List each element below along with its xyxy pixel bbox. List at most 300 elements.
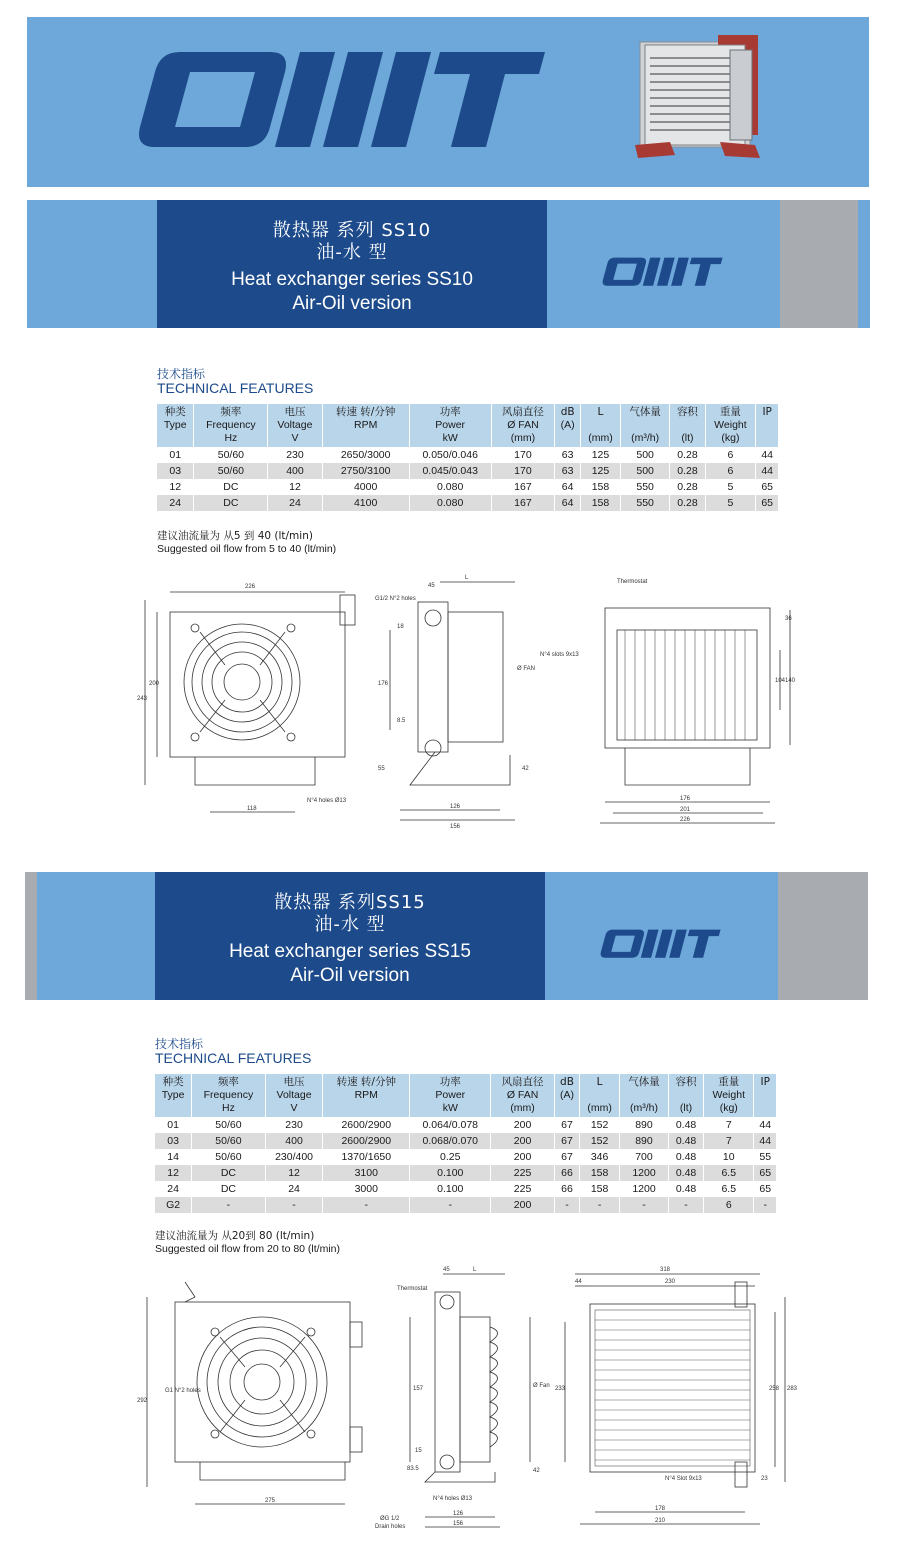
table-cell: 125 [580, 447, 620, 463]
column-header [491, 1074, 554, 1117]
column-header [619, 1074, 668, 1117]
table-cell: 152 [580, 1133, 620, 1149]
table-cell: 0.48 [669, 1133, 704, 1149]
header-cn: IP [760, 1076, 770, 1088]
table-cell: 200 [491, 1133, 554, 1149]
table-cell: - [192, 1197, 265, 1213]
table-cell: 7 [704, 1117, 754, 1133]
column-header [754, 1074, 777, 1117]
table-row [157, 479, 779, 495]
dim-label: 157 [413, 1386, 424, 1392]
header-unit: (kg) [721, 432, 740, 444]
table-cell: 63 [555, 463, 581, 479]
table-cell: 152 [580, 1117, 620, 1133]
table-cell: 200 [491, 1117, 554, 1133]
title-en: Heat exchanger series SS10 [231, 269, 473, 290]
table-cell: 0.48 [669, 1149, 704, 1165]
header-cn: L [596, 1076, 603, 1088]
table-cell: 64 [555, 479, 581, 495]
table-cell: 12 [157, 479, 194, 495]
dim-label: 292 [137, 1398, 148, 1404]
table-header-row [155, 1074, 777, 1117]
dim-label: N°4 Slot 9x13 [665, 1476, 702, 1482]
dim-label: 8.5 [397, 718, 406, 724]
header-unit: V [291, 432, 299, 444]
spec-table-ss15 [155, 1074, 777, 1213]
table-cell: - [580, 1197, 620, 1213]
header-unit: Hz [224, 432, 238, 444]
table-cell: 0.28 [670, 463, 705, 479]
spec-table-ss10 [157, 404, 779, 511]
table-cell: 50/60 [192, 1117, 265, 1133]
dim-label: L [465, 575, 469, 581]
header-unit: (lt) [679, 1102, 693, 1114]
column-header [580, 404, 620, 447]
table-cell: 63 [555, 447, 581, 463]
table-cell: 50/60 [194, 463, 268, 479]
table-cell: 2600/2900 [323, 1133, 410, 1149]
table-row [155, 1117, 777, 1133]
title-en: Heat exchanger series SS15 [229, 941, 471, 962]
dim-label: 178 [655, 1506, 666, 1512]
header-cn: 转速 转/分钟 [336, 1076, 396, 1088]
table-cell: 65 [754, 1181, 777, 1197]
dim-label: 55 [378, 766, 385, 772]
table-cell: 400 [265, 1133, 323, 1149]
table-cell: 24 [155, 1181, 192, 1197]
flow-en: Suggested oil flow from 20 to 80 (lt/min) [155, 1243, 341, 1255]
dim-label: 176 [378, 681, 389, 687]
table-cell: 10 [704, 1149, 754, 1165]
table-cell: 0.28 [670, 479, 705, 495]
features-cn: 技术指标 [157, 367, 206, 381]
header-en: Weight [712, 1089, 745, 1101]
header-en: (A) [560, 419, 575, 431]
table-cell: 01 [155, 1117, 192, 1133]
dim-label: 45 [428, 583, 435, 589]
dim-label: 126 [450, 804, 461, 810]
header-unit: (m³/h) [631, 432, 660, 444]
table-cell: 400 [268, 463, 322, 479]
table-cell: 890 [619, 1117, 668, 1133]
header-cn: 重量 [718, 1076, 740, 1088]
dim-label: 126 [453, 1511, 464, 1517]
header-en: Voltage [276, 1089, 312, 1101]
table-cell: 24 [265, 1181, 323, 1197]
table-cell: 6.5 [704, 1165, 754, 1181]
dim-label: 118 [247, 806, 257, 812]
table-cell: 0.25 [410, 1149, 491, 1165]
table-row [155, 1181, 777, 1197]
table-cell: 2750/3100 [322, 463, 409, 479]
header-en [671, 1089, 701, 1102]
table-cell: 230/400 [265, 1149, 323, 1165]
table-cell: 167 [491, 479, 555, 495]
table-cell: 24 [157, 495, 194, 511]
table-cell: 0.050/0.046 [409, 447, 491, 463]
header-unit: (mm) [510, 432, 536, 444]
table-cell: - [323, 1197, 410, 1213]
table-cell: 64 [555, 495, 581, 511]
header-en [623, 419, 667, 432]
header-cn: 功率 [439, 406, 461, 418]
header-cn: L [597, 406, 604, 418]
dim-label: 233 [555, 1386, 566, 1392]
header-unit [557, 432, 578, 445]
column-header [620, 404, 669, 447]
features-cn: 技术指标 [155, 1037, 204, 1051]
header-en: Ø FAN [506, 1089, 539, 1101]
subtitle-en: Air-Oil version [292, 293, 412, 314]
dim-label: 176 [680, 796, 691, 802]
table-cell: 1370/1650 [323, 1149, 410, 1165]
header-en [622, 1089, 666, 1102]
header-cn: 转速 转/分钟 [335, 406, 396, 418]
table-cell: 03 [155, 1133, 192, 1149]
table-cell: 0.045/0.043 [409, 463, 491, 479]
dim-label: Thermostat [617, 579, 648, 585]
subtitle-cn: 油-水 型 [314, 914, 386, 935]
table-cell: 12 [265, 1165, 323, 1181]
header-en: Power [435, 1089, 466, 1101]
header-cn: 电压 [283, 1076, 305, 1088]
table-cell: 4000 [322, 479, 409, 495]
dim-label: Thermostat [397, 1286, 428, 1292]
dim-label: 83.5 [407, 1466, 419, 1472]
table-cell: 6.5 [704, 1181, 754, 1197]
dim-label: 258 [769, 1386, 780, 1392]
table-cell: 50/60 [192, 1149, 265, 1165]
table-cell: 0.100 [410, 1165, 491, 1181]
dim-label: 104 [775, 678, 786, 684]
header-en: Frequency [203, 1089, 254, 1101]
header-cn: 频率 [217, 1076, 239, 1088]
header-cn: 风扇直径 [501, 406, 544, 418]
table-cell: 500 [620, 447, 669, 463]
column-header [704, 1074, 754, 1117]
table-cell: 0.28 [670, 447, 705, 463]
header-cn: 容积 [675, 1076, 697, 1088]
table-cell: 4100 [322, 495, 409, 511]
dim-label: 42 [533, 1468, 540, 1474]
header-en: Type [163, 419, 187, 431]
header-cn: 气体量 [628, 1076, 660, 1088]
table-cell: DC [192, 1165, 265, 1181]
table-cell: 1200 [619, 1181, 668, 1197]
section-banner-ss15 [25, 872, 868, 1000]
dim-label: 200 [149, 681, 160, 687]
dim-label: ØG 1/2 [380, 1516, 400, 1522]
header-en: RPM [354, 1089, 378, 1101]
dim-label: 45 [443, 1267, 450, 1273]
table-cell: 65 [756, 495, 779, 511]
table-cell: 5 [705, 479, 756, 495]
table-cell: 14 [155, 1149, 192, 1165]
dim-label: G1 N°2 holes [165, 1388, 201, 1394]
column-header [194, 404, 268, 447]
flow-cn: 建议油流量为 从20到 80 (lt/min) [155, 1230, 315, 1242]
table-cell: 3100 [323, 1165, 410, 1181]
column-header [705, 404, 756, 447]
column-header [580, 1074, 620, 1117]
dim-label: N°4 holes Ø13 [433, 1496, 473, 1502]
table-cell: 700 [619, 1149, 668, 1165]
header-cn: dB [560, 1076, 574, 1088]
table-row [157, 447, 779, 463]
column-header [670, 404, 705, 447]
dim-label: 156 [450, 824, 461, 830]
table-cell: DC [194, 495, 268, 511]
column-header [155, 1074, 192, 1117]
header-en: Weight [714, 419, 747, 431]
header-unit: kW [442, 432, 458, 444]
dim-label: 15 [415, 1448, 422, 1454]
header-unit [325, 432, 407, 445]
header-en: Frequency [206, 419, 256, 431]
table-cell: 5 [705, 495, 756, 511]
header-cn: 功率 [439, 1076, 461, 1088]
table-cell: 44 [754, 1133, 777, 1149]
omt-logo-small [595, 920, 725, 960]
table-row [155, 1165, 777, 1181]
dim-label: 42 [522, 766, 529, 772]
table-cell: 2600/2900 [323, 1117, 410, 1133]
header-unit: Hz [221, 1102, 235, 1114]
table-cell: 44 [756, 463, 779, 479]
table-cell: - [265, 1197, 323, 1213]
table-cell: - [554, 1197, 580, 1213]
technical-drawing-ss10 [135, 570, 800, 835]
header-cn: 种类 [162, 1076, 184, 1088]
table-cell: 66 [554, 1165, 580, 1181]
technical-drawing-ss15 [135, 1262, 805, 1532]
table-cell: 0.28 [670, 495, 705, 511]
table-cell: 2650/3000 [322, 447, 409, 463]
table-cell: 12 [155, 1165, 192, 1181]
table-cell: 0.080 [409, 479, 491, 495]
features-en: TECHNICAL FEATURES [155, 1050, 312, 1066]
table-cell: 200 [491, 1197, 554, 1213]
table-cell: - [410, 1197, 491, 1213]
dim-label: 275 [265, 1498, 276, 1504]
table-cell: 550 [620, 495, 669, 511]
table-cell: 12 [268, 479, 322, 495]
header-cn: dB [560, 406, 575, 418]
column-header [756, 404, 779, 447]
dim-label: 230 [665, 1279, 676, 1285]
table-cell: 67 [554, 1117, 580, 1133]
product-photo [630, 30, 772, 170]
omt-logo [120, 22, 560, 152]
dim-label: 156 [453, 1521, 464, 1527]
table-cell: 7 [704, 1133, 754, 1149]
table-cell: 50/60 [194, 447, 268, 463]
header-unit: kW [442, 1102, 458, 1114]
header-en: Voltage [277, 419, 313, 431]
table-cell: 0.080 [409, 495, 491, 511]
table-cell: - [619, 1197, 668, 1213]
header-en [756, 1089, 774, 1102]
table-cell: 170 [491, 447, 555, 463]
table-cell: 1200 [619, 1165, 668, 1181]
header-cn: 频率 [220, 406, 242, 418]
dim-label: N°4 holes Ø13 [307, 798, 347, 804]
omt-logo-small [597, 248, 727, 288]
table-cell: 0.064/0.078 [410, 1117, 491, 1133]
table-cell: 158 [580, 479, 620, 495]
table-cell: 225 [491, 1181, 554, 1197]
dim-label: 201 [680, 807, 691, 813]
dim-label: G1/2 N°2 holes [375, 596, 416, 602]
column-header [192, 1074, 265, 1117]
table-row [157, 463, 779, 479]
dim-label: 36 [785, 616, 792, 622]
table-cell: 67 [554, 1133, 580, 1149]
table-cell: 24 [268, 495, 322, 511]
table-header-row [157, 404, 779, 447]
column-header [554, 1074, 580, 1117]
header-cn: IP [762, 406, 772, 418]
dim-label: Ø Fan [533, 1383, 550, 1389]
header-cn: 风扇直径 [501, 1076, 544, 1088]
table-cell: DC [192, 1181, 265, 1197]
column-header [265, 1074, 323, 1117]
table-cell: 65 [754, 1165, 777, 1181]
header-cn: 重量 [719, 406, 741, 418]
table-cell: - [754, 1197, 777, 1213]
table-cell: 200 [491, 1149, 554, 1165]
column-header [491, 404, 555, 447]
title-cn: 散热器 系列SS15 [274, 892, 426, 913]
header-unit: (lt) [681, 432, 694, 444]
title-cn: 散热器 系列 SS10 [272, 220, 432, 241]
table-cell: 225 [491, 1165, 554, 1181]
table-cell: 500 [620, 463, 669, 479]
table-cell: 167 [491, 495, 555, 511]
table-cell: DC [194, 479, 268, 495]
header-en: Power [435, 419, 466, 431]
dim-label: 44 [575, 1279, 582, 1285]
table-cell: 67 [554, 1149, 580, 1165]
table-cell: G2 [155, 1197, 192, 1213]
dim-label: 18 [397, 624, 404, 630]
table-cell: 0.48 [669, 1181, 704, 1197]
table-cell: 170 [491, 463, 555, 479]
table-cell: 66 [554, 1181, 580, 1197]
table-row [155, 1133, 777, 1149]
table-cell: 6 [704, 1197, 754, 1213]
dim-label: Drain holes [375, 1524, 406, 1530]
header-en: Ø FAN [507, 419, 539, 431]
header-en [758, 419, 776, 432]
table-cell: 158 [580, 495, 620, 511]
header-unit: (m³/h) [629, 1102, 658, 1114]
table-row [155, 1149, 777, 1165]
oil-flow-note-ss15 [155, 1230, 340, 1256]
table-cell: 50/60 [192, 1133, 265, 1149]
table-cell: 0.48 [669, 1165, 704, 1181]
table-cell: - [669, 1197, 704, 1213]
column-header [323, 1074, 410, 1117]
dim-label: 243 [137, 696, 148, 702]
header-en [583, 419, 618, 432]
column-header [409, 404, 491, 447]
header-cn: 容积 [676, 406, 698, 418]
table-cell: 125 [580, 463, 620, 479]
dim-label: N°4 slots 9x13 [540, 652, 579, 658]
dim-label: 140 [785, 678, 796, 684]
table-cell: 44 [754, 1117, 777, 1133]
table-cell: 03 [157, 463, 194, 479]
table-cell: 158 [580, 1165, 620, 1181]
header-unit: (mm) [588, 432, 613, 444]
column-header [322, 404, 409, 447]
column-header [410, 1074, 491, 1117]
header-unit: (mm) [587, 1102, 612, 1114]
table-cell: 0.100 [410, 1181, 491, 1197]
table-cell: 44 [756, 447, 779, 463]
features-en: TECHNICAL FEATURES [157, 380, 314, 396]
table-cell: 6 [705, 447, 756, 463]
table-cell: 0.48 [669, 1117, 704, 1133]
header-unit [758, 432, 776, 445]
subtitle-en: Air-Oil version [290, 965, 410, 986]
table-row [155, 1197, 777, 1213]
header-en [672, 419, 702, 432]
table-cell: 0.068/0.070 [410, 1133, 491, 1149]
header-en: RPM [353, 419, 378, 431]
header-en: (A) [559, 1089, 574, 1101]
dim-label: 283 [787, 1386, 798, 1392]
dim-label: Ø FAN [517, 666, 536, 672]
header-unit [325, 1102, 407, 1115]
column-header [555, 404, 581, 447]
oil-flow-note-ss10 [157, 530, 336, 556]
flow-en: Suggested oil flow from 5 to 40 (lt/min) [157, 543, 337, 555]
dim-label: 210 [655, 1518, 666, 1524]
flow-cn: 建议油流量为 从5 到 40 (lt/min) [157, 530, 313, 542]
table-cell: 346 [580, 1149, 620, 1165]
dim-label: 226 [680, 817, 691, 823]
header-unit [159, 432, 191, 445]
header-unit: V [290, 1102, 298, 1114]
header-en [582, 1089, 617, 1102]
table-cell: 55 [754, 1149, 777, 1165]
table-cell: 230 [268, 447, 322, 463]
header-en: Type [161, 1089, 185, 1101]
table-row [157, 495, 779, 511]
column-header [157, 404, 194, 447]
header-unit [756, 1102, 774, 1115]
table-cell: 01 [157, 447, 194, 463]
header-unit [557, 1102, 578, 1115]
section-banner-ss10 [27, 200, 870, 328]
table-cell: 550 [620, 479, 669, 495]
header-unit: (mm) [510, 1102, 535, 1114]
header-unit [157, 1102, 189, 1115]
dim-label: 318 [660, 1267, 671, 1273]
dim-label: 23 [761, 1476, 768, 1482]
table-cell: 6 [705, 463, 756, 479]
table-cell: 230 [265, 1117, 323, 1133]
table-cell: 158 [580, 1181, 620, 1197]
header-cn: 种类 [164, 406, 186, 418]
column-header [669, 1074, 704, 1117]
column-header [268, 404, 322, 447]
table-cell: 3000 [323, 1181, 410, 1197]
table-cell: 890 [619, 1133, 668, 1149]
header-cn: 气体量 [629, 406, 661, 418]
